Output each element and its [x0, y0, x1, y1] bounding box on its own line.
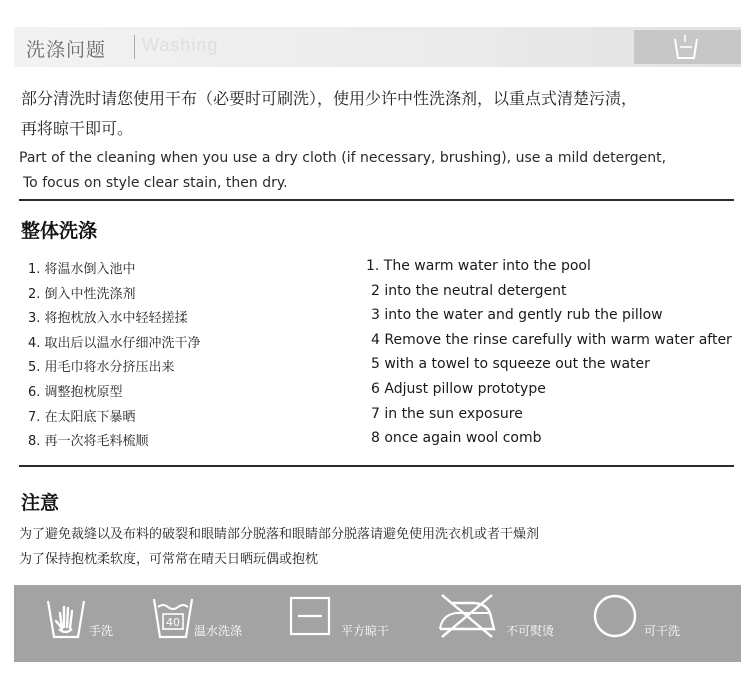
steps-english-list: [366, 254, 732, 451]
step-en: 3 into the water and gently rub the pillow: [371, 307, 663, 324]
care-tumble-dry: [590, 585, 740, 662]
hand-wash-icon: [44, 593, 88, 643]
warm-water-wash-icon: [150, 593, 196, 643]
step-cn: 5. 用毛巾将水分挤压出来: [28, 360, 175, 376]
care-do-not-iron: [432, 585, 592, 662]
step-en: 2 into the neutral detergent: [371, 282, 567, 299]
step-cn: 3. 将抱枕放入水中轻轻搓揉: [28, 311, 188, 327]
section-subtitle: Washing: [142, 35, 219, 55]
step-cn: 2. 倒入中性洗涤剂: [28, 286, 136, 302]
intro-chinese: [21, 84, 741, 144]
tumble-dry-icon: [592, 593, 638, 639]
header-icon-box: [634, 30, 741, 64]
intro-en-line: To focus on style clear stain, then dry.: [23, 175, 288, 191]
care-label: 可干洗: [644, 624, 681, 638]
step-en: 1. The warm water into the pool: [366, 258, 591, 274]
wash-basin-icon: [671, 33, 701, 61]
intro-english: [19, 146, 666, 196]
step-en: 8 once again wool comb: [371, 430, 542, 447]
do-not-iron-icon: [432, 591, 502, 639]
section-header: [14, 27, 741, 67]
intro-cn-line: 再将晾干即可。: [21, 119, 134, 138]
notes-heading: 注意: [21, 492, 60, 514]
header-divider: [134, 35, 135, 59]
step-en: 5 with a towel to squeeze out the water: [371, 356, 650, 373]
section-title: 洗涤问题: [26, 39, 107, 61]
step-en: 7 in the sun exposure: [371, 405, 523, 422]
step-cn: 7. 在太阳底下暴晒: [28, 409, 136, 425]
note-line: 为了避免裁缝以及布料的破裂和眼睛部分脱落和眼睛部分脱落请避免使用洗衣机或者干燥剂: [19, 527, 540, 542]
care-hand-wash: [14, 585, 134, 662]
care-label: 手洗: [89, 624, 114, 638]
care-label: 不可熨烫: [506, 624, 555, 638]
note-line: 为了保持抱枕柔软度，可常常在晴天日晒玩偶或抱枕: [19, 552, 319, 567]
notes-list: [19, 522, 539, 572]
step-en: 6 Adjust pillow prototype: [371, 380, 546, 397]
dry-flat-icon: [288, 595, 332, 637]
overall-wash-heading: 整体洗涤: [21, 220, 98, 242]
care-dry-flat: [284, 585, 414, 662]
care-warm-water-wash: [144, 585, 274, 662]
wash-temperature: 40: [166, 616, 180, 629]
steps-chinese-list: [28, 258, 201, 455]
divider-rule: [19, 199, 734, 201]
step-cn: 8. 再一次将毛料梳顺: [28, 434, 149, 450]
step-cn: 4. 取出后以温水仔细冲洗干净: [28, 335, 201, 351]
step-en: 4 Remove the rinse carefully with warm water after: [371, 331, 732, 348]
care-label: 平方晾干: [341, 624, 390, 638]
care-label: 温水洗涤: [194, 624, 243, 638]
divider-rule: [19, 465, 734, 467]
intro-en-line: Part of the cleaning when you use a dry cloth (if necessary, brushing), use a mild detergent,: [19, 150, 667, 166]
intro-cn-line: 部分清洗时请您使用干布（必要时可刷洗），使用少许中性洗涤剂，以重点式清楚污渍，: [21, 89, 638, 108]
step-cn: 6. 调整抱枕原型: [28, 384, 123, 400]
care-symbols-band: [14, 585, 741, 662]
step-cn: 1. 将温水倒入池中: [28, 262, 136, 277]
